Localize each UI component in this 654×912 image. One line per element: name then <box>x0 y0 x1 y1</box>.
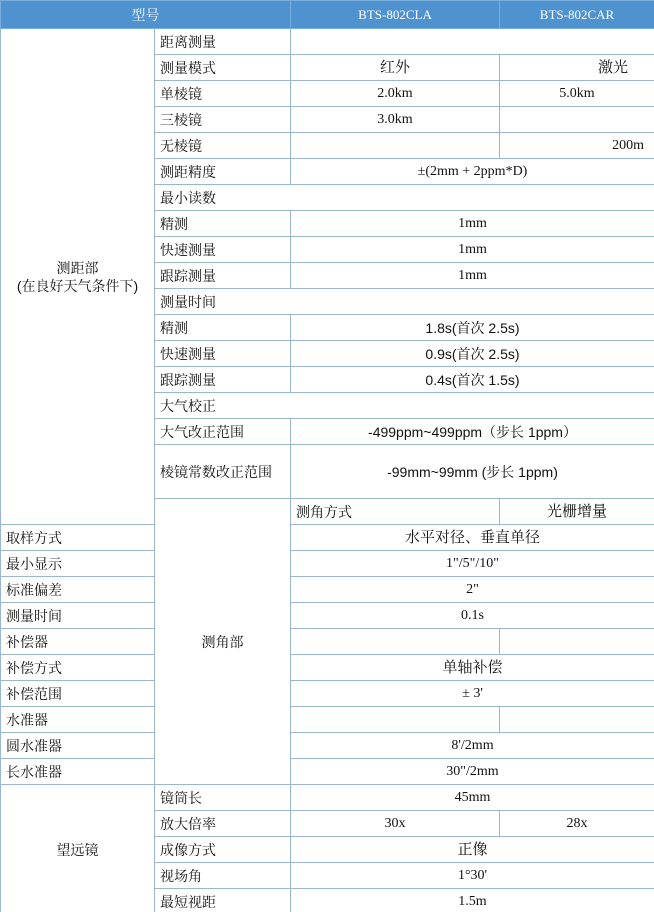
tube-label: 镜筒长 <box>155 785 291 811</box>
table-row <box>1 759 654 785</box>
level-title: 水准器 <box>1 707 500 733</box>
range-title: 距离测量 <box>155 29 291 55</box>
fine-time-value: 1.8s(首次 2.5s) <box>291 315 654 341</box>
mag-a: 30x <box>291 811 500 837</box>
prism-const-value: -99mm~99mm (步长 1ppm) <box>291 445 654 499</box>
fov-value: 1°30' <box>291 863 654 889</box>
long-value: 30"/2mm <box>291 759 654 785</box>
table-row <box>1 29 654 55</box>
fast-time-value: 0.9s(首次 2.5s) <box>291 341 654 367</box>
single-prism-label: 单棱镜 <box>155 81 291 107</box>
min-read-title: 最小读数 <box>155 185 654 211</box>
fov-label: 视场角 <box>155 863 291 889</box>
fast-time-label: 快速测量 <box>155 341 291 367</box>
sampling-label: 取样方式 <box>1 525 155 551</box>
section-distance-line1: 测距部 <box>56 259 99 276</box>
mode-b: 激光 <box>500 55 654 81</box>
table-row <box>1 577 654 603</box>
empty-cell <box>291 29 654 55</box>
table-row <box>1 681 654 707</box>
atm-range-value: -499ppm~499ppm（步长 1ppm） <box>291 419 654 445</box>
header-row <box>1 1 654 29</box>
track-value: 1mm <box>291 263 654 289</box>
std-dev-value: 2" <box>291 577 654 603</box>
atm-range-label: 大气改正范围 <box>155 419 291 445</box>
single-prism-a: 2.0km <box>291 81 500 107</box>
atm-title: 大气校正 <box>155 393 654 419</box>
no-prism-b: 200m <box>500 133 654 159</box>
table-row <box>1 655 654 681</box>
track-time-label: 跟踪测量 <box>155 367 291 393</box>
section-angle: 测角部 <box>155 499 291 785</box>
mode-label: 测量模式 <box>155 55 291 81</box>
image-label: 成像方式 <box>155 837 291 863</box>
accuracy-value: ±(2mm + 2ppm*D) <box>291 159 654 185</box>
table-row <box>1 629 654 655</box>
fast-label: 快速测量 <box>155 237 291 263</box>
time-title: 测量时间 <box>155 289 654 315</box>
angle-time-label: 测量时间 <box>1 603 155 629</box>
track-label: 跟踪测量 <box>155 263 291 289</box>
comp-method-value: 单轴补偿 <box>291 655 654 681</box>
track-time-value: 0.4s(首次 1.5s) <box>291 367 654 393</box>
mode-a: 红外 <box>291 55 500 81</box>
comp-method-label: 补偿方式 <box>1 655 155 681</box>
model-a: BTS-802CLA <box>291 1 500 29</box>
circular-label: 圆水准器 <box>1 733 155 759</box>
comp-range-label: 补偿范围 <box>1 681 155 707</box>
fast-value: 1mm <box>291 237 654 263</box>
table-row <box>1 707 654 733</box>
single-prism-b: 5.0km <box>500 81 654 107</box>
table-row <box>1 603 654 629</box>
comp-range-value: ± 3' <box>291 681 654 707</box>
triple-prism-a: 3.0km <box>291 107 500 133</box>
angle-method-label: 测角方式 <box>291 499 500 525</box>
accuracy-label: 测距精度 <box>155 159 291 185</box>
min-focus-label: 最短视距 <box>155 889 291 912</box>
model-label: 型号 <box>1 1 291 29</box>
empty-cell <box>291 133 500 159</box>
fine-value: 1mm <box>291 211 654 237</box>
table-row <box>1 551 654 577</box>
sampling-value: 水平对径、垂直单径 <box>291 525 654 551</box>
table-row <box>1 785 654 811</box>
angle-method-value: 光栅增量 <box>500 499 654 525</box>
table-row <box>1 525 654 551</box>
section-telescope: 望远镜 <box>1 785 155 912</box>
model-b: BTS-802CAR <box>500 1 654 29</box>
triple-prism-label: 三棱镜 <box>155 107 291 133</box>
image-value: 正像 <box>291 837 654 863</box>
compensator-title: 补偿器 <box>1 629 500 655</box>
angle-time-value: 0.1s <box>291 603 654 629</box>
fine-label: 精测 <box>155 211 291 237</box>
mag-b: 28x <box>500 811 654 837</box>
min-focus-value: 1.5m <box>291 889 654 912</box>
long-label: 长水准器 <box>1 759 155 785</box>
section-distance <box>1 29 155 525</box>
tube-value: 45mm <box>291 785 654 811</box>
circular-value: 8'/2mm <box>291 733 654 759</box>
no-prism-label: 无棱镜 <box>155 133 291 159</box>
empty-cell <box>500 107 654 133</box>
min-display-value: 1"/5"/10" <box>291 551 654 577</box>
mag-label: 放大倍率 <box>155 811 291 837</box>
section-distance-line2: (在良好天气条件下) <box>16 277 139 294</box>
fine-time-label: 精测 <box>155 315 291 341</box>
std-dev-label: 标准偏差 <box>1 577 155 603</box>
table-row <box>1 733 654 759</box>
prism-const-label: 棱镜常数改正范围 <box>155 445 291 499</box>
min-display-label: 最小显示 <box>1 551 155 577</box>
